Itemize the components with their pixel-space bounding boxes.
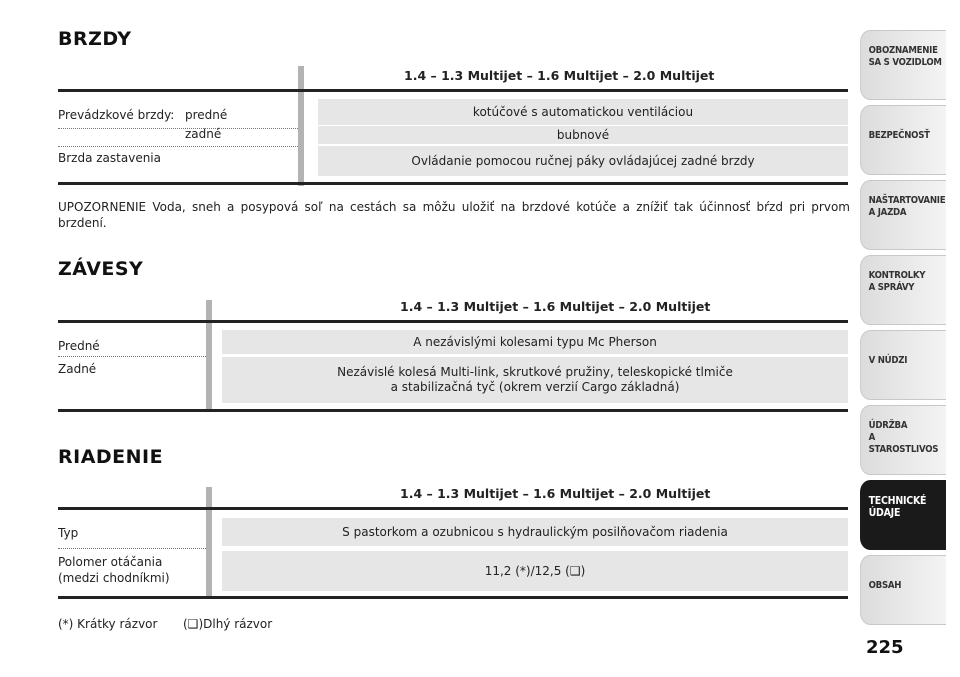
row-label: Typ [58, 526, 79, 540]
tab-label: NAŠTARTOVANIE [868, 195, 946, 206]
row-divider [58, 128, 298, 129]
cell-value: Ovládanie pomocou ručnej páky ovládajúcej zadné brzdy [411, 153, 755, 168]
tab-label: OBSAH [868, 580, 902, 591]
column-header: 1.4 – 1.3 Multijet – 1.6 Multijet – 2.0 Multijet [400, 486, 711, 501]
row-sublabel: zadné [185, 127, 222, 141]
row-divider [58, 548, 206, 549]
table-cell [318, 146, 848, 176]
tab-v-nudzi[interactable] [860, 330, 946, 400]
section-title-zavesy: ZÁVESY [58, 258, 144, 280]
footnote-long-wheelbase: (❑)Dlhý rázvor [183, 617, 273, 631]
section-title-brzdy: BRZDY [58, 28, 132, 50]
warning-note: UPOZORNENIE Voda, sneh a posypová soľ na cestách sa môžu uložiť na brzdové kotúče a znížiť tak účinnosť bŕzd pri prvom brzdení. [58, 200, 850, 230]
row-label: Zadné [58, 362, 97, 376]
table-rule [58, 409, 848, 412]
table-rule [58, 507, 848, 510]
page-number: 225 [866, 637, 904, 658]
cell-value: A nezávislými kolesami typu Mc Pherson [413, 334, 657, 349]
tab-label: A SPRÁVY [868, 282, 915, 293]
table-cell [222, 330, 848, 354]
tab-label: V NÚDZI [868, 355, 908, 366]
tab-label: ÚDRŽBA [868, 420, 908, 431]
row-label: Polomer otáčania [58, 555, 163, 569]
row-divider [58, 356, 206, 357]
tab-obsah[interactable] [860, 555, 946, 625]
column-divider [206, 300, 212, 412]
column-divider [206, 487, 212, 599]
cell-value: bubnové [556, 127, 610, 142]
tab-label: OBOZNAMENIE [868, 45, 938, 56]
tab-kontrolky[interactable] [860, 255, 946, 325]
table-rule [58, 320, 848, 323]
row-divider [58, 146, 298, 147]
row-label: Predné [58, 339, 100, 353]
table-rule [58, 89, 848, 92]
row-label: (medzi chodníkmi) [58, 571, 170, 585]
tab-label: KONTROLKY [868, 270, 926, 281]
row-label: Prevádzkové brzdy: [58, 108, 175, 122]
tab-label: A STAROSTLIVOS [868, 432, 939, 455]
table-cell [318, 99, 848, 125]
table-cell [222, 551, 848, 591]
table-cell [222, 518, 848, 546]
tab-udrzba[interactable] [860, 405, 946, 475]
table-rule [58, 182, 848, 185]
cell-value: 11,2 (*)/12,5 (❑) [484, 563, 586, 578]
cell-value: kotúčové s automatickou ventiláciou [472, 104, 694, 119]
table-rule [58, 596, 848, 599]
tab-label: A JAZDA [868, 207, 907, 218]
tab-nastartovanie[interactable] [860, 180, 946, 250]
column-header: 1.4 – 1.3 Multijet – 1.6 Multijet – 2.0 Multijet [400, 299, 711, 314]
cell-value: a stabilizačná tyč (okrem verzií Cargo základná) [390, 380, 680, 394]
footnote-short-wheelbase: (*) Krátky rázvor [58, 617, 158, 631]
column-header: 1.4 – 1.3 Multijet – 1.6 Multijet – 2.0 Multijet [404, 68, 715, 83]
table-cell [222, 357, 848, 403]
tab-label: TECHNICKÉ [868, 494, 927, 507]
tab-label: BEZPEČNOSŤ [868, 130, 930, 141]
section-title-riadenie: RIADENIE [58, 446, 164, 468]
cell-value: Nezávislé kolesá Multi-link, skrutkové pružiny, teleskopické tlmiče [337, 365, 733, 379]
tab-bezpecnost[interactable] [860, 105, 946, 175]
cell-value: S pastorkom a ozubnicou s hydraulickým posilňovačom riadenia [342, 524, 728, 539]
column-divider [298, 66, 304, 186]
tab-technicke-udaje[interactable] [860, 480, 946, 550]
tab-label: SA S VOZIDLOM [868, 57, 942, 68]
row-label: Brzda zastavenia [58, 151, 161, 165]
row-sublabel: predné [185, 108, 228, 122]
tab-label: ÚDAJE [868, 506, 901, 519]
table-cell [318, 126, 848, 144]
tab-oboznamenie[interactable] [860, 30, 946, 100]
